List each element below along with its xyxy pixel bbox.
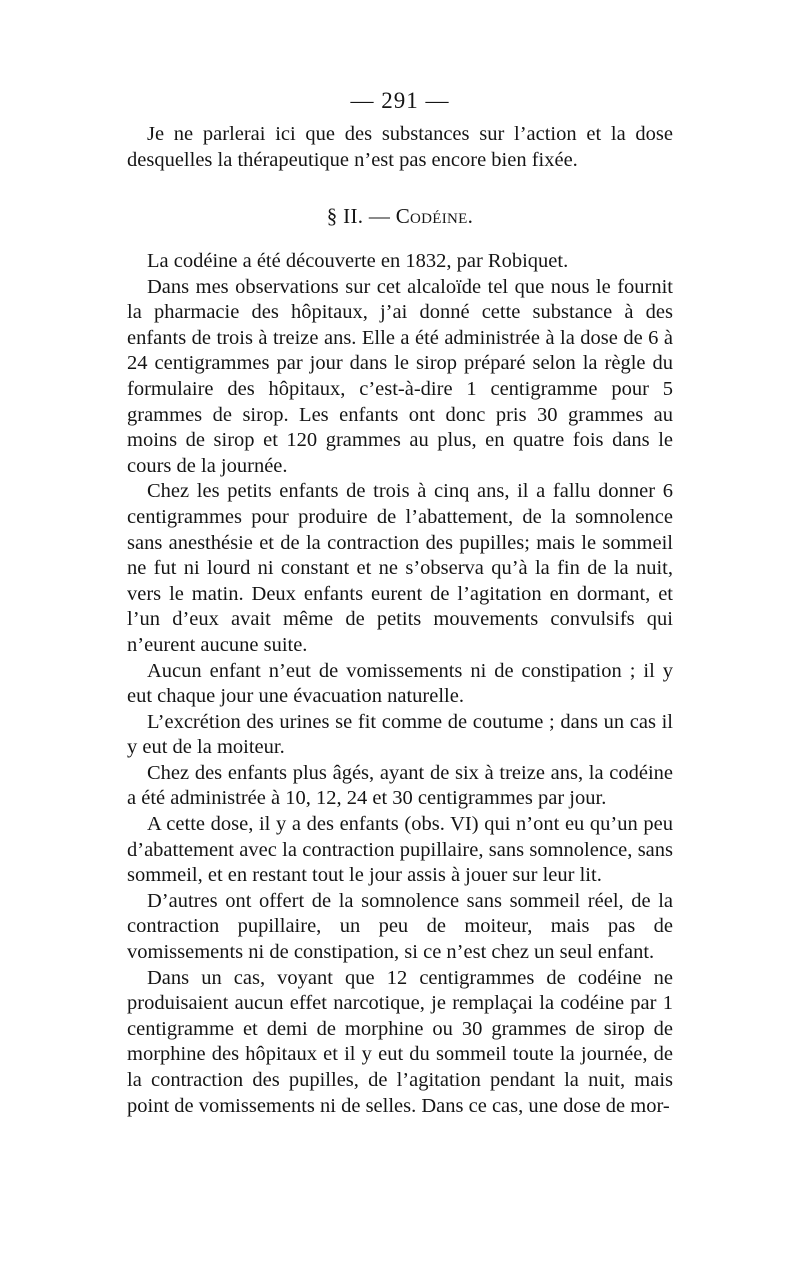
paragraph-vomiting: Aucun enfant n’eut de vomissements ni de constipation ; il y eut chaque jour une évacuation naturelle. (127, 659, 673, 708)
paragraph-discovery: La codéine a été découverte en 1832, par Robiquet. (147, 250, 569, 272)
section-title: Codéine. (395, 204, 474, 228)
body-text-block (127, 249, 673, 1119)
paragraph-older-children: Chez des enfants plus âgés, ayant de six à treize ans, la codéine a été administrée à 10, 12, 24 et 30 centigrammes par jour. (127, 761, 673, 810)
paragraph-dose-effects: A cette dose, il y a des enfants (obs. VI) qui n’ont eu qu’un peu d’abattement avec la contraction pupillaire, sans somnolence, sans sommeil, et en restant tout le jour assis à jouer sur leur lit. (127, 813, 673, 887)
paragraph-young-children: Chez les petits enfants de trois à cinq ans, il a fallu donner 6 centigrammes pour produire de l’abattement, de la somnolence sans anesthésie et de la contraction des pupilles; mais le sommeil ne fut ni lourd ni constant et ne s’observa qu’à la fin de la nuit, vers le matin. Deux enfants eurent de l’agitation en dormant, et l’un d’eux avait même de petits mouvements convulsifs qui n’eurent aucune suite. (127, 480, 673, 656)
paragraph-observations: Dans mes observations sur cet alcaloïde tel que nous le fournit la pharmacie des hôpitaux, j’ai donné cette substance à des enfants de trois à treize ans. Elle a été administrée à la dose de 6 à 24 centigrammes par jour dans le sirop préparé selon la règle du formulaire des hôpitaux, c’est-à-dire 1 centigramme pour 5 grammes de sirop. Les enfants ont donc pris 30 grammes au moins de sirop et 120 grammes au plus, en quatre fois dans le cours de la journée. (127, 275, 673, 477)
page-number: — 291 — (350, 88, 450, 113)
intro-paragraph: Je ne parlerai ici que des substances sur l’action et la dose desquelles la thérapeutique n’est pas encore bien fixée. (127, 123, 673, 171)
intro-text-block (127, 122, 673, 173)
paragraph-morphine-case: Dans un cas, voyant que 12 centigrammes de codéine ne produisaient aucun effet narcotique, je remplaçai la codéine par 1 centigramme et demi de morphine ou 30 grammes de sirop de morphine des hôpitaux et il y eut du sommeil toute la journée, de la contraction des pupilles, de l’agitation pendant la nuit, mais point de vomissements ni de selles. Dans ce cas, une dose de mor- (127, 966, 673, 1117)
paragraph-other-effects: D’autres ont offert de la somnolence sans sommeil réel, de la contraction pupillaire, un peu de moiteur, mais pas de vomissements ni de constipation, si ce n’est chez un seul enfant. (127, 889, 673, 964)
section-heading (0, 204, 800, 229)
paragraph-urine: L’excrétion des urines se fit comme de coutume ; dans un cas il y eut de la moiteur. (127, 710, 673, 759)
section-number: § II. — (326, 204, 391, 228)
